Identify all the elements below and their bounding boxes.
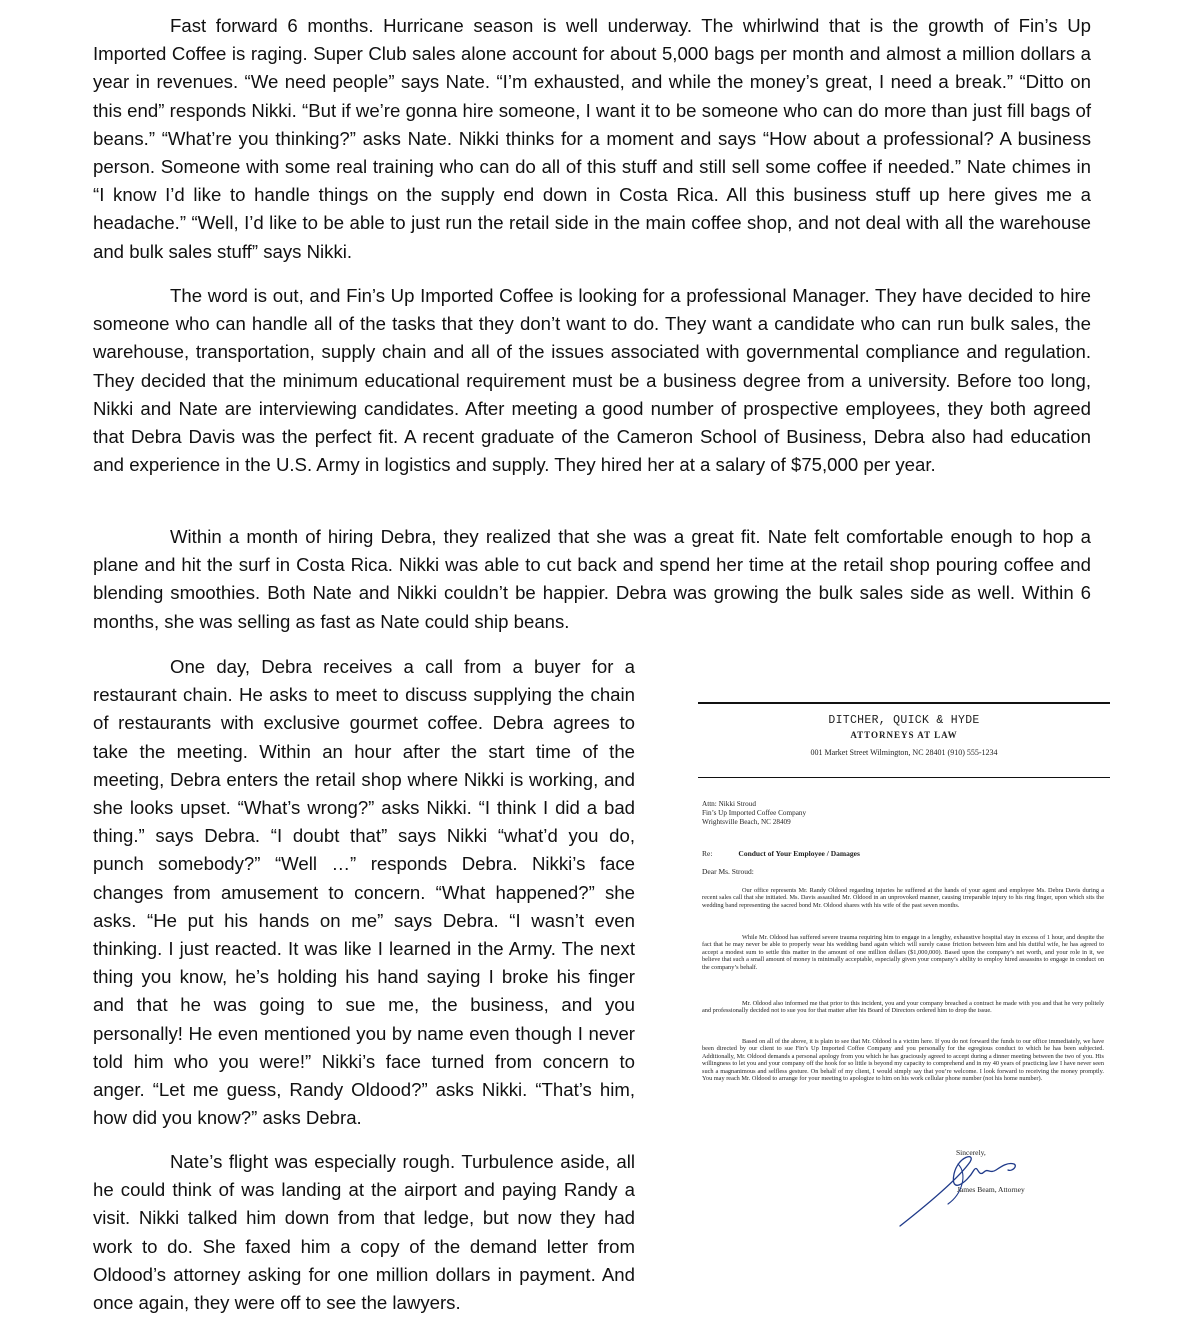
letterhead-top-rule xyxy=(698,702,1110,704)
letter-body-3: Mr. Oldood also informed me that prior to this incident, you and your company breached a contract he made with you and that he very politely and professionally decided not to sue you for that matter after his Board of Directors ordered him to drop the issue. xyxy=(702,1000,1104,1015)
recipient-address: Wrightsville Beach, NC 28409 xyxy=(702,818,791,826)
firm-name: DITCHER, QUICK & HYDE xyxy=(828,714,980,727)
demand-letter xyxy=(698,694,1110,1244)
firm-address: 001 Market Street Wilmington, NC 28401 (910) 555-1234 xyxy=(810,748,998,757)
recipient-block xyxy=(702,800,806,827)
re-subject: Conduct of Your Employee / Damages xyxy=(738,849,860,858)
subject-line xyxy=(702,849,860,858)
salutation: Dear Ms. Stroud: xyxy=(702,867,754,876)
letter-body-1: Our office represents Mr. Randy Oldood regarding injuries he suffered at the hands of your agent and employee Ms. Debra Davis during a recent sales call that she initiated. Ms. Davis assaulted Mr. Oldood in an unprovoked manner, causing irreparable injury to his ring finger, upon which sits the wedding band representing the sacred bond Mr. Oldood shares with his wife of the past seven months. xyxy=(702,887,1104,909)
letter-body-4: Based on all of the above, it is plain to see that Mr. Oldood is a victim here. If you do not forward the funds to our office immediately, we have been directed by our client to sue Fin’s Up Imported Coffee Company and you personally for the egregious conduct to which he has been subjected. Additionally, Mr. Oldood demands a personal apology from you which he has graciously agreed to accept during a dinner meeting between the two of you. His willingness to let you and your company off the hook for so little is beyond my capacity to comprehend and in my 40 years of practicing law I have never seen such a magnanimous and selfless gesture. On behalf of my client, I would simply say that you’re welcome. I look forward to receiving the money promptly. You may reach Mr. Oldood to arrange for your meeting to apologize to him on his work cellular phone number (not his home number). xyxy=(702,1038,1104,1083)
paragraph-3: Within a month of hiring Debra, they realized that she was a great fit. Nate felt comfortable enough to hop a plane and hit the surf in Costa Rica. Nikki was able to cut back and spend her time at the retail shop pouring coffee and blending smoothies. Both Nate and Nikki couldn’t be happier. Debra was growing the bulk sales side as well. Within 6 months, she was selling as fast as Nate could ship beans. xyxy=(93,526,1091,632)
attn-line: Attn: Nikki Stroud xyxy=(702,800,756,808)
signature-icon xyxy=(888,1134,1048,1234)
recipient-company: Fin’s Up Imported Coffee Company xyxy=(702,809,807,817)
firm-subtitle: ATTORNEYS AT LAW xyxy=(850,730,958,740)
re-label: Re: xyxy=(702,849,713,858)
paragraph-4: One day, Debra receives a call from a buyer for a restaurant chain. He asks to meet to discuss supplying the chain of restaurants with exclusive gourmet coffee. Debra agrees to take the meeting. Within an hour after the start time of the meeting, Debra enters the retail shop where Nikki is working, and she looks upset. “What’s wrong?” asks Nikki. “I think I did a bad thing.” says Debra. “I doubt that” says Nikki “what’d you do, punch somebody?” “Well …” responds Debra. Nikki’s face changes from amusement to concern. “What happened?” she asks. “He put his hands on me” says Debra. “I wasn’t even thinking. I just reacted. It was like I learned in the Army. The next thing you know, he’s holding his hand saying I broke his finger and that he was going to sue me, the business, and you personally! He even mentioned you by name even though I never told him who you were!” Nikki’s face turned from concern to anger. “Let me guess, Randy Oldood?” asks Nikki. “That’s him, how did you know?” asks Debra. xyxy=(93,656,635,1129)
paragraph-5: Nate’s flight was especially rough. Turbulence aside, all he could think of was landing at the airport and paying Randy a visit. Nikki talked him down from that ledge, but now they had work to do. She faxed him a copy of the demand letter from Oldood’s attorney asking for one million dollars in payment. And once again, they were off to see the lawyers. xyxy=(93,1151,635,1314)
closing: Sincerely, xyxy=(956,1148,986,1157)
signer-name: James Beam, Attorney xyxy=(957,1185,1025,1194)
letter-body-2: While Mr. Oldood has suffered severe trauma requiring him to engage in a lengthy, exhaustive hospital stay in excess of 1 hour, and despite the fact that he may never be able to properly wear his wedding band again which will surely cause friction between him and his dutiful wife, he has agreed to accept a modest sum to settle this matter in the amount of one million dollars ($1,000,000). Based upon the company’s net worth, and your role in it, we believe that such a small amount of money is minimally acceptable, especially given your company’s ability to employ hired assassins to engage in conduct on the company’s behalf. xyxy=(702,934,1104,971)
letterhead-bottom-rule xyxy=(698,777,1110,778)
paragraph-1: Fast forward 6 months. Hurricane season is well underway. The whirlwind that is the growth of Fin’s Up Imported Coffee is raging. Super Club sales alone account for about 5,000 bags per month and almost a million dollars a year in revenues. “We need people” says Nate. “I’m exhausted, and while the money’s great, I need a break.” “Ditto on this end” responds Nikki. “But if we’re gonna hire someone, I want it to be someone who can do more than just fill bags of beans.” “What’re you thinking?” asks Nate. Nikki thinks for a moment and says “How about a professional? A business person. Someone with some real training who can do all of this stuff and still sell some coffee if needed.” Nate chimes in “I know I’d like to handle things on the supply end down in Costa Rica. All this business stuff up here gives me a headache.” “Well, I’d like to be able to just run the retail side in the main coffee shop, and not deal with all the warehouse and bulk sales stuff” says Nikki. xyxy=(93,15,1091,262)
paragraph-2: The word is out, and Fin’s Up Imported Coffee is looking for a professional Manager. They have decided to hire someone who can handle all of the tasks that they don’t want to do. They want a candidate who can run bulk sales, the warehouse, transportation, supply chain and all of the issues associated with governmental compliance and regulation. They decided that the minimum educational requirement must be a business degree from a university. Before too long, Nikki and Nate are interviewing candidates. After meeting a good number of prospective employees, they both agreed that Debra Davis was the perfect fit. A recent graduate of the Cameron School of Business, Debra also had education and experience in the U.S. Army in logistics and supply. They hired her at a salary of $75,000 per year. xyxy=(93,285,1091,476)
